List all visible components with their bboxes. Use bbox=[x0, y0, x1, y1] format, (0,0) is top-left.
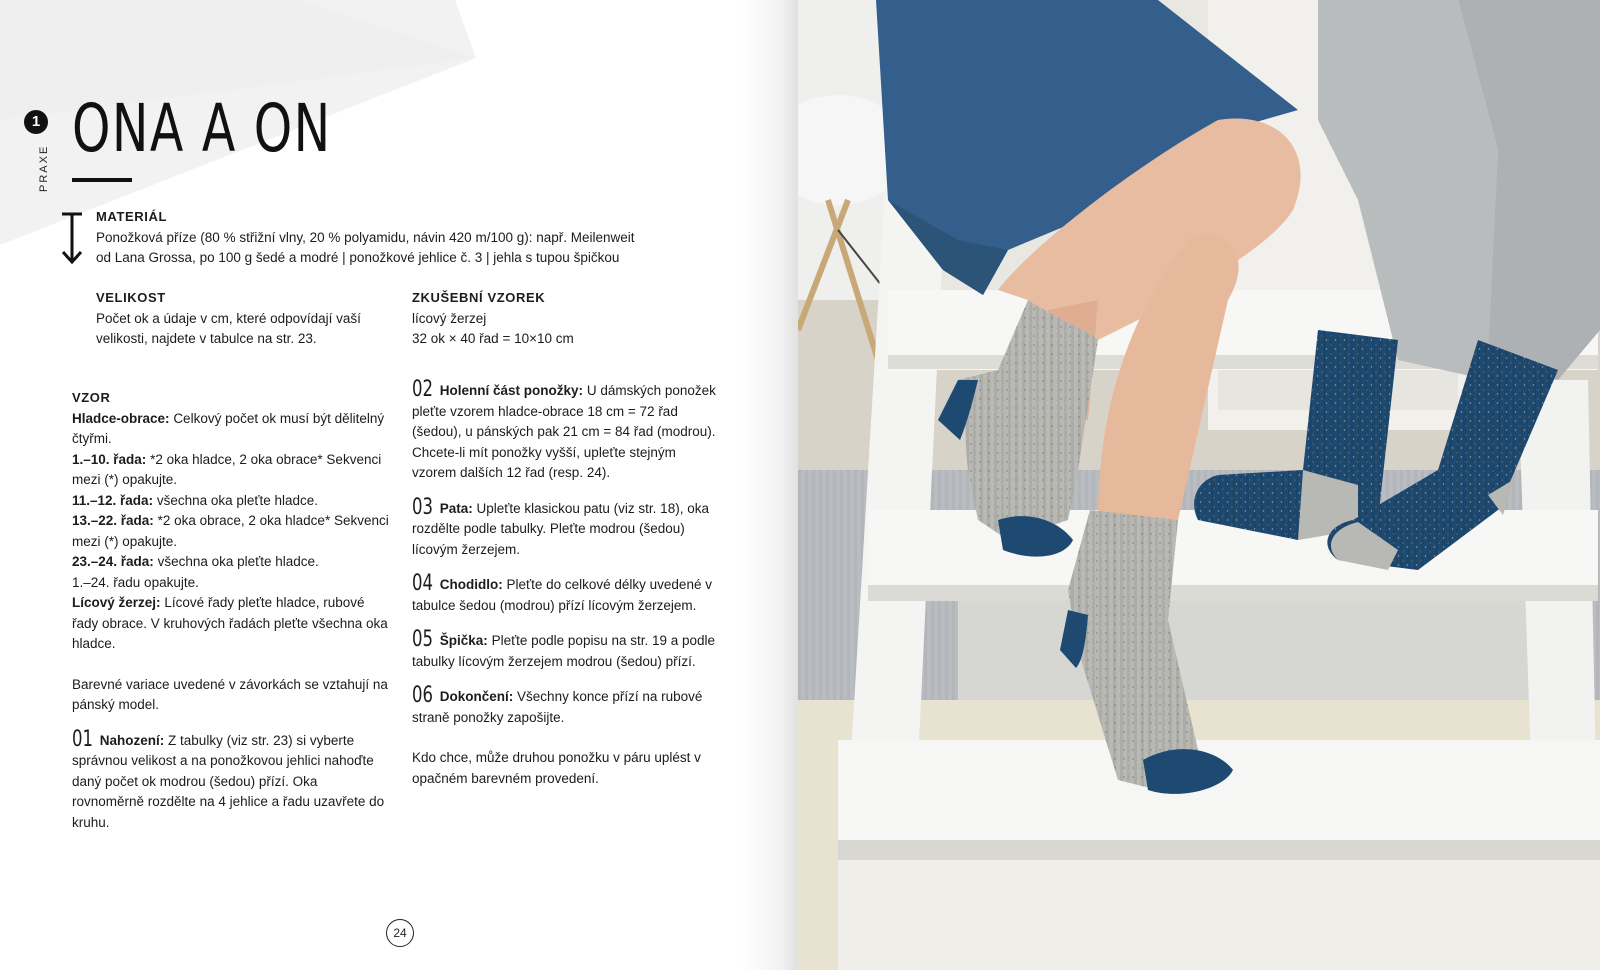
step-03: 03 Pata: Upleťte klasickou patu (viz str. 18), oka rozdělte podle tabulky. Pleťte modrou (šedou) lícovým žerzejem. bbox=[412, 494, 709, 557]
pattern-row-3: 13.–22. řada: *2 oka obrace, 2 oka hladce* Sekvenci mezi (*) opakujte. bbox=[72, 513, 389, 549]
pattern-row-1: 1.–10. řada: *2 oka hladce, 2 oka obrace* Sekvenci mezi (*) opakujte. bbox=[72, 451, 382, 487]
pattern-rib: Hladce-obrace: Celkový počet ok musí být dělitelný čtyřmi. bbox=[72, 410, 385, 446]
photo-socks-on-stairs bbox=[798, 0, 1600, 970]
step-05: 05 Špička: Pleťte podle popisu na str. 19 a podle tabulky lícovým žerzejem modrou (šedou) přízí. bbox=[412, 627, 716, 669]
pattern-stockinette: Lícový žerzej: Lícové řady pleťte hladce, rubové řady obrace. V kruhových řadách pleťte všechna oka hladce. bbox=[72, 595, 388, 651]
gauge-line-2: 32 ok × 40 řad = 10×10 cm bbox=[412, 331, 574, 346]
material-text-line-2: od Lana Grossa, po 100 g šedé a modré | ponožkové jehlice č. 3 | jehla s tupou špičkou bbox=[96, 250, 620, 265]
arrow-down-icon bbox=[60, 212, 84, 268]
size-heading: VELIKOST bbox=[96, 290, 166, 305]
section-label: PRAXE bbox=[38, 144, 50, 192]
step-06: 06 Dokončení: Všechny konce přízí na rubové straně ponožky zapošijte. bbox=[412, 683, 703, 725]
closing-note: Kdo chce, může druhou ponožku v páru uplést v opačném barevném provedení. bbox=[412, 750, 701, 786]
page-gutter-shadow bbox=[740, 0, 798, 970]
steps-column bbox=[412, 377, 722, 789]
left-page bbox=[0, 0, 798, 970]
pattern-repeat: 1.–24. řadu opakujte. bbox=[72, 574, 199, 590]
step-01: 01 Nahození: Z tabulky (viz str. 23) si vyberte správnou velikost a na ponožkovou jehlici nahoďte daný počet ok modrou (šedou) přízí. Oka rovnoměrně rozdělte na 4 jehlice a řadu uzavřete do kruhu. bbox=[72, 726, 385, 830]
color-note: Barevné variace uvedené v závorkách se vztahují na pánský model. bbox=[72, 676, 388, 712]
size-text: Počet ok a údaje v cm, které odpovídají vaší velikosti, najdete v tabulce na str. 23. bbox=[96, 310, 361, 346]
step-02: 02 Holenní část ponožky: U dámských ponožek pleťte vzorem hladce-obrace 18 cm = 72 řad (šedou), u pánských pak 21 cm = 84 řad (modrou). Chcete-li mít ponožky vyšší, upleťte stejným vzorem dalších 12 řad (resp. 24). bbox=[412, 377, 716, 480]
gauge-line-1: lícový žerzej bbox=[412, 310, 487, 326]
gauge-heading: ZKUŠEBNÍ VZOREK bbox=[412, 290, 546, 305]
pattern-heading: VZOR bbox=[72, 390, 111, 405]
gauge-section bbox=[412, 288, 712, 350]
title-underline bbox=[72, 178, 132, 182]
chapter-number-badge: 1 bbox=[24, 110, 48, 134]
pattern-row-4: 23.–24. řada: všechna oka pleťte hladce. bbox=[72, 554, 319, 569]
page-number: 24 bbox=[386, 919, 414, 947]
material-heading: MATERIÁL bbox=[96, 209, 167, 224]
page-title: ONA A ON bbox=[72, 90, 332, 167]
size-section bbox=[96, 288, 396, 350]
pattern-row-2: 11.–12. řada: všechna oka pleťte hladce. bbox=[72, 492, 318, 508]
step-04: 04 Chodidlo: Pleťte do celkové délky uvedené v tabulce šedou (modrou) přízí lícovým žerzejem. bbox=[412, 571, 712, 613]
material-section bbox=[96, 207, 736, 269]
pattern-section bbox=[72, 388, 392, 833]
material-text-line-1: Ponožková příze (80 % střižní vlny, 20 % polyamidu, návin 420 m/100 g): např. Meilenweit bbox=[96, 229, 635, 245]
